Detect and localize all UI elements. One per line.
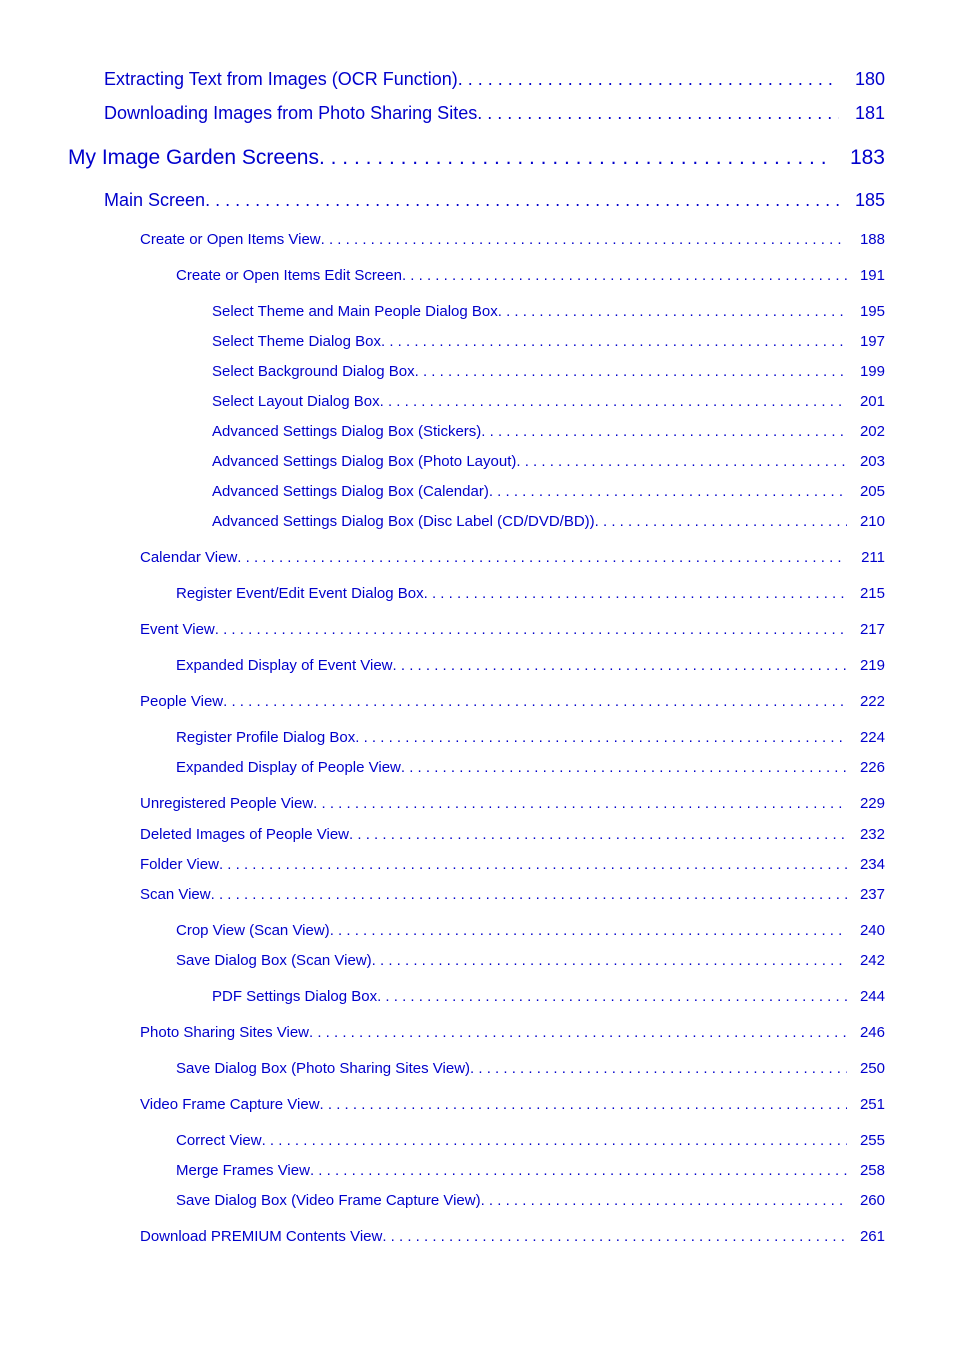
toc-page-number: 258 — [859, 1162, 885, 1179]
dot-leader — [372, 952, 847, 969]
dot-leader — [211, 886, 847, 903]
toc-entry[interactable] — [212, 513, 885, 530]
toc-page-number: 222 — [859, 693, 885, 710]
toc-page-number: 211 — [861, 549, 885, 566]
dot-leader — [393, 657, 847, 674]
dot-leader — [458, 69, 839, 90]
toc-entry-title: Crop View (Scan View) — [176, 922, 330, 939]
dot-leader — [595, 513, 847, 530]
toc-entry[interactable] — [104, 103, 885, 124]
dot-leader — [481, 1192, 847, 1209]
toc-entry-title: Select Layout Dialog Box — [212, 393, 380, 410]
dot-leader — [402, 267, 847, 284]
toc-entry[interactable] — [140, 549, 885, 566]
toc-page-number: 180 — [854, 69, 885, 89]
toc-entry[interactable] — [140, 826, 885, 843]
toc-page-number: 232 — [859, 826, 885, 843]
dot-leader — [415, 363, 847, 380]
dot-leader — [516, 453, 847, 470]
toc-entry[interactable] — [176, 759, 885, 776]
toc-entry-title: Select Theme Dialog Box — [212, 333, 381, 350]
toc-entry-title: Advanced Settings Dialog Box (Disc Label (CD/DVD/BD)) — [212, 513, 595, 530]
toc-entry[interactable] — [212, 393, 885, 410]
dot-leader — [313, 795, 847, 812]
toc-entry[interactable] — [176, 1162, 885, 1179]
dot-leader — [470, 1060, 847, 1077]
toc-entry[interactable] — [212, 453, 885, 470]
toc-page-number: 229 — [859, 795, 885, 812]
toc-entry[interactable] — [176, 729, 885, 746]
toc-entry[interactable] — [212, 303, 885, 320]
toc-entry[interactable] — [212, 363, 885, 380]
dot-leader — [262, 1132, 847, 1149]
dot-leader — [377, 988, 847, 1005]
toc-entry[interactable] — [176, 952, 885, 969]
dot-leader — [205, 190, 839, 211]
toc-entry-title: Extracting Text from Images (OCR Function) — [104, 69, 458, 89]
toc-page-number: 244 — [859, 988, 885, 1005]
toc-page-number: 183 — [849, 146, 885, 169]
toc-entry-title: Photo Sharing Sites View — [140, 1024, 309, 1041]
toc-entry-title: Downloading Images from Photo Sharing Sites — [104, 103, 478, 123]
toc-page-number: 210 — [859, 513, 885, 530]
dot-leader — [319, 146, 833, 170]
toc-entry-title: Correct View — [176, 1132, 262, 1149]
toc-entry-title: Folder View — [140, 856, 219, 873]
toc-entry-title: Event View — [140, 621, 215, 638]
toc-entry[interactable] — [104, 190, 885, 211]
toc-page-number: 215 — [859, 585, 885, 602]
toc-entry[interactable] — [212, 483, 885, 500]
toc-entry[interactable] — [176, 657, 885, 674]
toc-entry-title: My Image Garden Screens — [68, 146, 319, 169]
toc-entry[interactable] — [104, 69, 885, 90]
toc-entry-title: Scan View — [140, 886, 211, 903]
toc-entry-title: Select Theme and Main People Dialog Box — [212, 303, 498, 320]
toc-entry[interactable] — [140, 1024, 885, 1041]
toc-entry-title: Advanced Settings Dialog Box (Calendar) — [212, 483, 489, 500]
toc-entry-title: Create or Open Items View — [140, 231, 321, 248]
dot-leader — [320, 1096, 847, 1113]
toc-page-number: 205 — [859, 483, 885, 500]
toc-page-number: 191 — [859, 267, 885, 284]
toc-entry[interactable] — [140, 231, 885, 248]
toc-entry-title: Deleted Images of People View — [140, 826, 350, 843]
toc-page-number: 242 — [859, 952, 885, 969]
toc-page-number: 202 — [859, 423, 885, 440]
toc-page-number: 217 — [859, 621, 885, 638]
toc-page-number: 255 — [859, 1132, 885, 1149]
dot-leader — [310, 1162, 847, 1179]
dot-leader — [401, 759, 847, 776]
toc-entry-title: Video Frame Capture View — [140, 1096, 320, 1113]
toc-entry-title: Save Dialog Box (Photo Sharing Sites View) — [176, 1060, 471, 1077]
toc-entry[interactable] — [140, 1096, 885, 1113]
toc-entry-title: Advanced Settings Dialog Box (Photo Layout) — [212, 453, 517, 470]
toc-page-number: 261 — [859, 1228, 885, 1245]
toc-entry-title: Expanded Display of Event View — [176, 657, 393, 674]
toc-entry[interactable] — [140, 693, 885, 710]
toc-page-number: 203 — [859, 453, 885, 470]
dot-leader — [477, 103, 839, 124]
toc-page-number: 181 — [854, 103, 885, 123]
dot-leader — [489, 483, 847, 500]
toc-page-number: 197 — [859, 333, 885, 350]
dot-leader — [424, 585, 847, 602]
toc-entry-title: Save Dialog Box (Scan View) — [176, 952, 372, 969]
toc-page-number: 234 — [859, 856, 885, 873]
toc-page-number: 260 — [859, 1192, 885, 1209]
toc-page-number: 188 — [859, 231, 885, 248]
toc-page-number: 237 — [859, 886, 885, 903]
dot-leader — [309, 1024, 847, 1041]
toc-entry-title: Main Screen — [104, 190, 206, 210]
dot-leader — [330, 922, 847, 939]
toc-entry[interactable] — [140, 795, 885, 812]
toc-page-number: 246 — [859, 1024, 885, 1041]
dot-leader — [349, 826, 847, 843]
toc-entry[interactable] — [140, 621, 885, 638]
toc-entry-title: PDF Settings Dialog Box — [212, 988, 378, 1005]
toc-entry-title: People View — [140, 693, 224, 710]
toc-entry[interactable] — [176, 1060, 885, 1077]
toc-page-number: 201 — [859, 393, 885, 410]
toc-entry[interactable] — [212, 333, 885, 350]
toc-entry-title: Expanded Display of People View — [176, 759, 401, 776]
dot-leader — [380, 393, 847, 410]
toc-entry[interactable] — [176, 267, 885, 284]
toc-page-number: 219 — [859, 657, 885, 674]
toc-entry[interactable] — [68, 146, 885, 170]
dot-leader — [498, 303, 847, 320]
dot-leader — [382, 1228, 847, 1245]
toc-entry[interactable] — [212, 423, 885, 440]
dot-leader — [355, 729, 847, 746]
toc-entry[interactable] — [212, 988, 885, 1005]
toc-entry[interactable] — [140, 856, 885, 873]
dot-leader — [223, 693, 847, 710]
toc-entry-title: Register Event/Edit Event Dialog Box — [176, 585, 424, 602]
toc-entry-title: Save Dialog Box (Video Frame Capture View) — [176, 1192, 481, 1209]
toc-entry-title: Advanced Settings Dialog Box (Stickers) — [212, 423, 482, 440]
dot-leader — [481, 423, 847, 440]
dot-leader — [381, 333, 847, 350]
toc-page-number: 226 — [859, 759, 885, 776]
toc-entry[interactable] — [176, 585, 885, 602]
toc-page-number: 251 — [859, 1096, 885, 1113]
toc-entry[interactable] — [176, 1132, 885, 1149]
toc-page-number: 224 — [859, 729, 885, 746]
toc-page-number: 240 — [859, 922, 885, 939]
toc-entry[interactable] — [176, 922, 885, 939]
toc-entry[interactable] — [140, 886, 885, 903]
toc-entry[interactable] — [140, 1228, 885, 1245]
toc-page-number: 185 — [854, 190, 885, 210]
toc-entry-title: Select Background Dialog Box — [212, 363, 415, 380]
toc-entry-title: Register Profile Dialog Box — [176, 729, 356, 746]
toc-entry-title: Merge Frames View — [176, 1162, 310, 1179]
toc-entry[interactable] — [176, 1192, 885, 1209]
toc-entry-title: Create or Open Items Edit Screen — [176, 267, 402, 284]
toc-entry-title: Unregistered People View — [140, 795, 314, 812]
toc-entry-title: Download PREMIUM Contents View — [140, 1228, 383, 1245]
dot-leader — [215, 621, 847, 638]
dot-leader — [237, 549, 847, 566]
toc-page-number: 195 — [859, 303, 885, 320]
toc-page-number: 199 — [859, 363, 885, 380]
toc-entry-title: Calendar View — [140, 549, 238, 566]
toc-page-number: 250 — [859, 1060, 885, 1077]
dot-leader — [219, 856, 847, 873]
dot-leader — [321, 231, 847, 248]
